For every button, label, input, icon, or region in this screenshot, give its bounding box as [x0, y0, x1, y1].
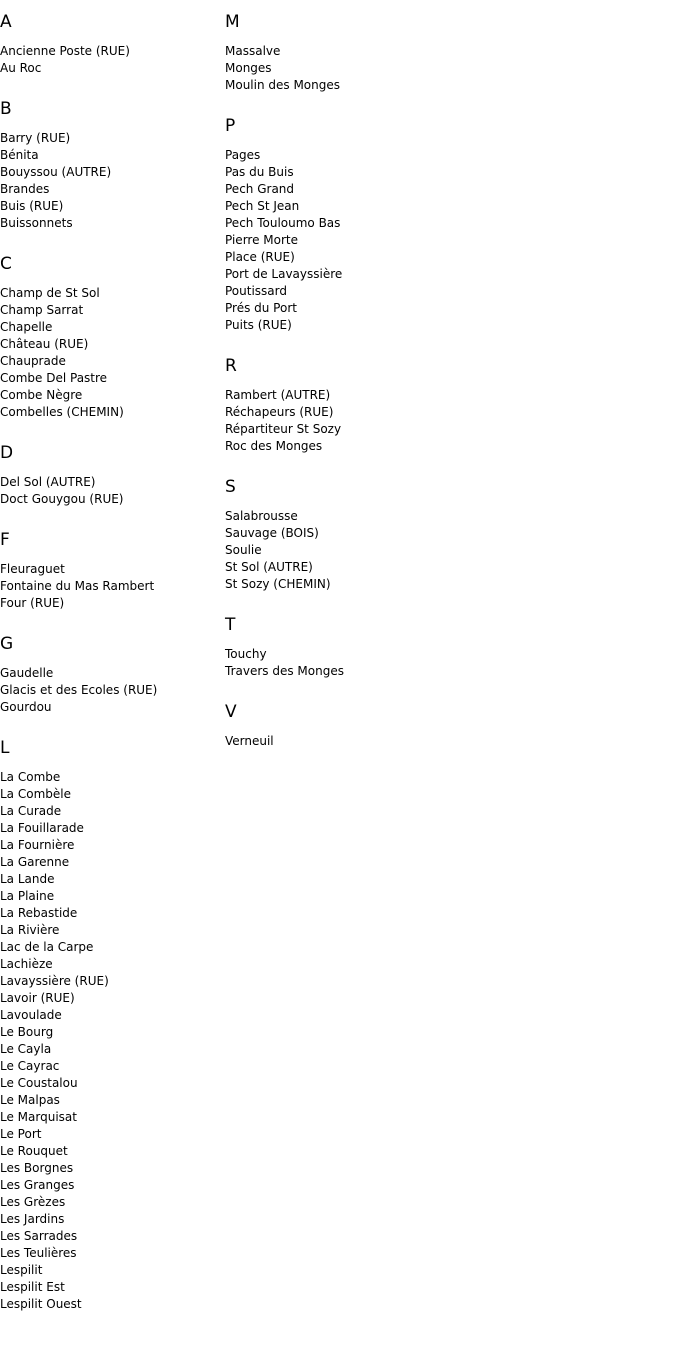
place-link-gourdou[interactable]: Gourdou — [0, 700, 52, 714]
place-link-salabrousse[interactable]: Salabrousse — [225, 509, 298, 523]
place-link-pas-du-buis[interactable]: Pas du Buis — [225, 165, 294, 179]
place-list — [225, 733, 525, 750]
place-list — [0, 130, 222, 232]
place-link-soulie[interactable]: Soulie — [225, 543, 262, 557]
place-link-four-rue[interactable]: Four (RUE) — [0, 596, 65, 610]
letter-section-l — [0, 716, 222, 1313]
place-link-doct-gouygou-rue[interactable]: Doct Gouygou (RUE) — [0, 492, 124, 506]
place-link-fleuraguet[interactable]: Fleuraguet — [0, 562, 65, 576]
place-link-les-borgnes[interactable]: Les Borgnes — [0, 1161, 74, 1175]
place-link-pierre-morte[interactable]: Pierre Morte — [225, 233, 298, 247]
place-list — [0, 769, 222, 1313]
place-link-combe-del-pastre[interactable]: Combe Del Pastre — [0, 371, 108, 385]
letter-section-g — [0, 612, 222, 716]
letter-heading: C — [0, 254, 12, 274]
letter-section-a — [0, 0, 222, 77]
place-list — [0, 285, 222, 421]
letter-heading: V — [225, 702, 237, 722]
place-link-la-fourniere[interactable]: La Fournière — [0, 838, 75, 852]
place-link-repartiteur-st-sozy[interactable]: Répartiteur St Sozy — [225, 422, 342, 436]
letter-heading: F — [0, 530, 10, 550]
place-link-benita[interactable]: Bénita — [0, 148, 39, 162]
place-link-le-malpas[interactable]: Le Malpas — [0, 1093, 60, 1107]
place-link-champ-de-st-sol[interactable]: Champ de St Sol — [0, 286, 100, 300]
place-link-chateau-rue[interactable]: Château (RUE) — [0, 337, 89, 351]
place-link-gaudelle[interactable]: Gaudelle — [0, 666, 54, 680]
place-link-buissonnets[interactable]: Buissonnets — [0, 216, 73, 230]
place-link-puits-rue[interactable]: Puits (RUE) — [225, 318, 292, 332]
place-link-lavoir-rue[interactable]: Lavoir (RUE) — [0, 991, 75, 1005]
letter-heading: D — [0, 443, 14, 463]
place-list — [0, 561, 222, 612]
letter-section-s — [225, 455, 525, 593]
place-link-la-combe[interactable]: La Combe — [0, 770, 61, 784]
place-link-le-cayla[interactable]: Le Cayla — [0, 1042, 52, 1056]
place-list — [0, 665, 222, 716]
place-link-les-granges[interactable]: Les Granges — [0, 1178, 75, 1192]
place-link-la-plaine[interactable]: La Plaine — [0, 889, 55, 903]
place-link-verneuil[interactable]: Verneuil — [225, 734, 274, 748]
place-link-la-riviere[interactable]: La Rivière — [0, 923, 60, 937]
place-link-lespilit-ouest[interactable]: Lespilit Ouest — [0, 1297, 82, 1311]
letter-heading: M — [225, 12, 240, 32]
index-column-left — [0, 0, 222, 1313]
place-list — [225, 147, 525, 334]
place-link-chapelle[interactable]: Chapelle — [0, 320, 53, 334]
place-link-bouyssou-autre[interactable]: Bouyssou (AUTRE) — [0, 165, 112, 179]
place-link-port-de-lavayssiere[interactable]: Port de Lavayssière — [225, 267, 343, 281]
letter-section-f — [0, 508, 222, 612]
index-column-right — [225, 0, 525, 750]
place-link-combelles-chemin[interactable]: Combelles (CHEMIN) — [0, 405, 124, 419]
place-link-le-port[interactable]: Le Port — [0, 1127, 42, 1141]
place-list — [225, 508, 525, 593]
place-link-rechapeurs-rue[interactable]: Réchapeurs (RUE) — [225, 405, 334, 419]
place-link-massalve[interactable]: Massalve — [225, 44, 281, 58]
place-link-buis-rue[interactable]: Buis (RUE) — [0, 199, 64, 213]
place-link-la-lande[interactable]: La Lande — [0, 872, 55, 886]
letter-heading: S — [225, 477, 236, 497]
letter-section-v — [225, 680, 525, 750]
letter-heading: L — [0, 738, 10, 758]
letter-heading: G — [0, 634, 14, 654]
place-list — [0, 43, 222, 77]
place-link-pech-grand[interactable]: Pech Grand — [225, 182, 295, 196]
place-link-la-garenne[interactable]: La Garenne — [0, 855, 70, 869]
place-link-le-cayrac[interactable]: Le Cayrac — [0, 1059, 60, 1073]
place-link-moulin-des-monges[interactable]: Moulin des Monges — [225, 78, 341, 92]
letter-section-r — [225, 334, 525, 455]
place-link-barry-rue[interactable]: Barry (RUE) — [0, 131, 71, 145]
place-link-lac-de-la-carpe[interactable]: Lac de la Carpe — [0, 940, 94, 954]
place-link-le-coustalou[interactable]: Le Coustalou — [0, 1076, 78, 1090]
letter-section-t — [225, 593, 525, 680]
place-link-poutissard[interactable]: Poutissard — [225, 284, 287, 298]
place-link-travers-des-monges[interactable]: Travers des Monges — [225, 664, 344, 678]
place-link-champ-sarrat[interactable]: Champ Sarrat — [0, 303, 84, 317]
place-link-pech-touloumo-bas[interactable]: Pech Touloumo Bas — [225, 216, 341, 230]
place-link-monges[interactable]: Monges — [225, 61, 272, 75]
place-link-lavayssiere-rue[interactable]: Lavayssière (RUE) — [0, 974, 109, 988]
place-list — [225, 646, 525, 680]
place-link-roc-des-monges[interactable]: Roc des Monges — [225, 439, 323, 453]
place-link-ancienne-poste-rue[interactable]: Ancienne Poste (RUE) — [0, 44, 130, 58]
place-link-les-jardins[interactable]: Les Jardins — [0, 1212, 65, 1226]
place-link-pages[interactable]: Pages — [225, 148, 261, 162]
letter-heading: A — [0, 12, 12, 32]
place-link-combe-negre[interactable]: Combe Nègre — [0, 388, 83, 402]
letter-section-p — [225, 94, 525, 334]
letter-section-d — [0, 421, 222, 508]
place-link-le-marquisat[interactable]: Le Marquisat — [0, 1110, 77, 1124]
place-link-sauvage-bois[interactable]: Sauvage (BOIS) — [225, 526, 319, 540]
place-link-brandes[interactable]: Brandes — [0, 182, 50, 196]
letter-heading: P — [225, 116, 236, 136]
place-link-glacis-et-des-ecoles-rue[interactable]: Glacis et des Ecoles (RUE) — [0, 683, 158, 697]
letter-heading: B — [0, 99, 12, 119]
place-list — [225, 387, 525, 455]
place-link-lavoulade[interactable]: Lavoulade — [0, 1008, 62, 1022]
letter-heading: T — [225, 615, 236, 635]
place-link-st-sol-autre[interactable]: St Sol (AUTRE) — [225, 560, 313, 574]
letter-section-c — [0, 232, 222, 421]
place-link-la-combele[interactable]: La Combèle — [0, 787, 71, 801]
letter-section-m — [225, 0, 525, 94]
place-link-lespilit-est[interactable]: Lespilit Est — [0, 1280, 65, 1294]
place-link-le-rouquet[interactable]: Le Rouquet — [0, 1144, 68, 1158]
place-link-la-curade[interactable]: La Curade — [0, 804, 62, 818]
place-link-les-grezes[interactable]: Les Grèzes — [0, 1195, 66, 1209]
place-link-st-sozy-chemin[interactable]: St Sozy (CHEMIN) — [225, 577, 331, 591]
place-link-la-fouillarade[interactable]: La Fouillarade — [0, 821, 84, 835]
place-link-les-sarrades[interactable]: Les Sarrades — [0, 1229, 78, 1243]
place-list — [0, 474, 222, 508]
place-link-la-rebastide[interactable]: La Rebastide — [0, 906, 78, 920]
letter-section-b — [0, 77, 222, 232]
place-link-fontaine-du-mas-rambert[interactable]: Fontaine du Mas Rambert — [0, 579, 155, 593]
place-link-le-bourg[interactable]: Le Bourg — [0, 1025, 54, 1039]
place-link-chauprade[interactable]: Chauprade — [0, 354, 66, 368]
place-link-del-sol-autre[interactable]: Del Sol (AUTRE) — [0, 475, 96, 489]
place-link-les-teulieres[interactable]: Les Teulières — [0, 1246, 77, 1260]
place-link-pres-du-port[interactable]: Prés du Port — [225, 301, 297, 315]
place-link-place-rue[interactable]: Place (RUE) — [225, 250, 295, 264]
letter-heading: R — [225, 356, 237, 376]
place-link-pech-st-jean[interactable]: Pech St Jean — [225, 199, 300, 213]
place-link-lachieze[interactable]: Lachièze — [0, 957, 53, 971]
place-link-touchy[interactable]: Touchy — [225, 647, 267, 661]
place-link-lespilit[interactable]: Lespilit — [0, 1263, 43, 1277]
place-link-au-roc[interactable]: Au Roc — [0, 61, 42, 75]
place-list — [225, 43, 525, 94]
place-link-rambert-autre[interactable]: Rambert (AUTRE) — [225, 388, 331, 402]
